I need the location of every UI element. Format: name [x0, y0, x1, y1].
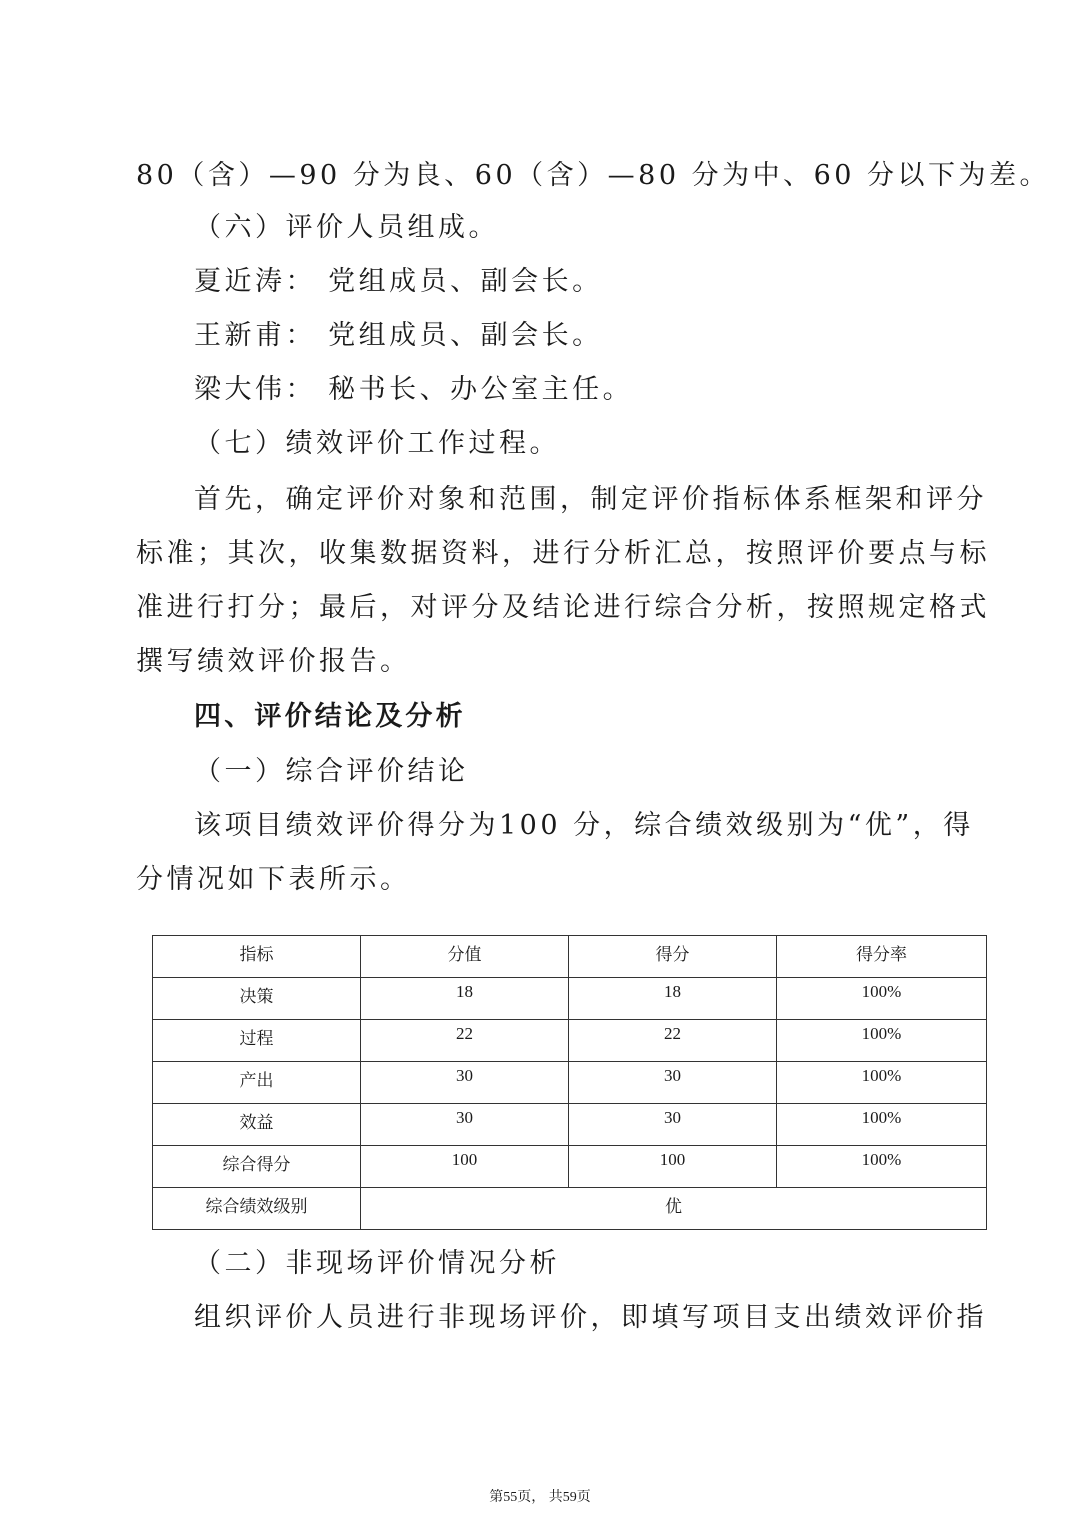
- table-cell: 100%: [777, 1062, 987, 1104]
- evaluator-1: 夏近涛： 党组成员、副会长。: [194, 266, 603, 297]
- table-final-row: [153, 1188, 987, 1230]
- table-cell: 30: [361, 1104, 569, 1146]
- table-cell: 30: [569, 1104, 777, 1146]
- table-cell: 决策: [153, 978, 361, 1020]
- process-line-4: 撰写绩效评价报告。: [136, 646, 411, 677]
- table-cell: 100%: [777, 1146, 987, 1188]
- table-cell: 30: [569, 1062, 777, 1104]
- score-table: [152, 935, 987, 1230]
- table-cell: 18: [361, 978, 569, 1020]
- process-line-1: 首先，确定评价对象和范围，制定评价指标体系框架和评分: [194, 484, 987, 515]
- table-cell: 22: [361, 1020, 569, 1062]
- table-cell: 18: [569, 978, 777, 1020]
- final-rating-label: 综合绩效级别: [153, 1188, 361, 1230]
- table-cell: 100%: [777, 978, 987, 1020]
- offsite-line-1: 组织评价人员进行非现场评价，即填写项目支出绩效评价指: [194, 1302, 987, 1333]
- table-cell: 100%: [777, 1020, 987, 1062]
- conclusion-line-2: 分情况如下表所示。: [136, 864, 411, 895]
- table-row: [153, 1020, 987, 1062]
- process-line-2: 标准；其次，收集数据资料，进行分析汇总，按照评价要点与标: [136, 538, 990, 569]
- table-row: [153, 1062, 987, 1104]
- table-row: [153, 978, 987, 1020]
- conclusion-line-1: 该项目绩效评价得分为100 分，综合绩效级别为“优”，得: [194, 810, 974, 841]
- table-header-row: [153, 936, 987, 978]
- table-cell: 22: [569, 1020, 777, 1062]
- process-line-3: 准进行打分；最后，对评分及结论进行综合分析，按照规定格式: [136, 592, 990, 623]
- section-four-heading: 四、评价结论及分析: [194, 701, 466, 732]
- table-cell: 效益: [153, 1104, 361, 1146]
- table-cell: 30: [361, 1062, 569, 1104]
- table-row: [153, 1104, 987, 1146]
- header-max-score: 分值: [361, 936, 569, 978]
- final-rating-value: 优: [361, 1188, 987, 1230]
- grading-tail-text: 80（含）—90 分为良、60（含）—80 分为中、60 分以下为差。: [136, 160, 1051, 191]
- table-cell: 100: [361, 1146, 569, 1188]
- page-number-footer: 第55页， 共59页: [489, 1490, 591, 1505]
- evaluator-3: 梁大伟： 秘书长、办公室主任。: [194, 374, 634, 405]
- offsite-heading: （二）非现场评价情况分析: [194, 1248, 560, 1279]
- header-indicator: 指标: [153, 936, 361, 978]
- conclusion-heading: （一）综合评价结论: [194, 756, 469, 787]
- process-heading: （七）绩效评价工作过程。: [194, 428, 560, 459]
- table-cell: 100%: [777, 1104, 987, 1146]
- evaluator-2: 王新甫： 党组成员、副会长。: [194, 320, 603, 351]
- table-cell: 100: [569, 1146, 777, 1188]
- evaluators-heading: （六）评价人员组成。: [194, 212, 499, 243]
- table-cell: 过程: [153, 1020, 361, 1062]
- table-cell: 综合得分: [153, 1146, 361, 1188]
- table-row: [153, 1146, 987, 1188]
- header-score: 得分: [569, 936, 777, 978]
- header-score-rate: 得分率: [777, 936, 987, 978]
- table-cell: 产出: [153, 1062, 361, 1104]
